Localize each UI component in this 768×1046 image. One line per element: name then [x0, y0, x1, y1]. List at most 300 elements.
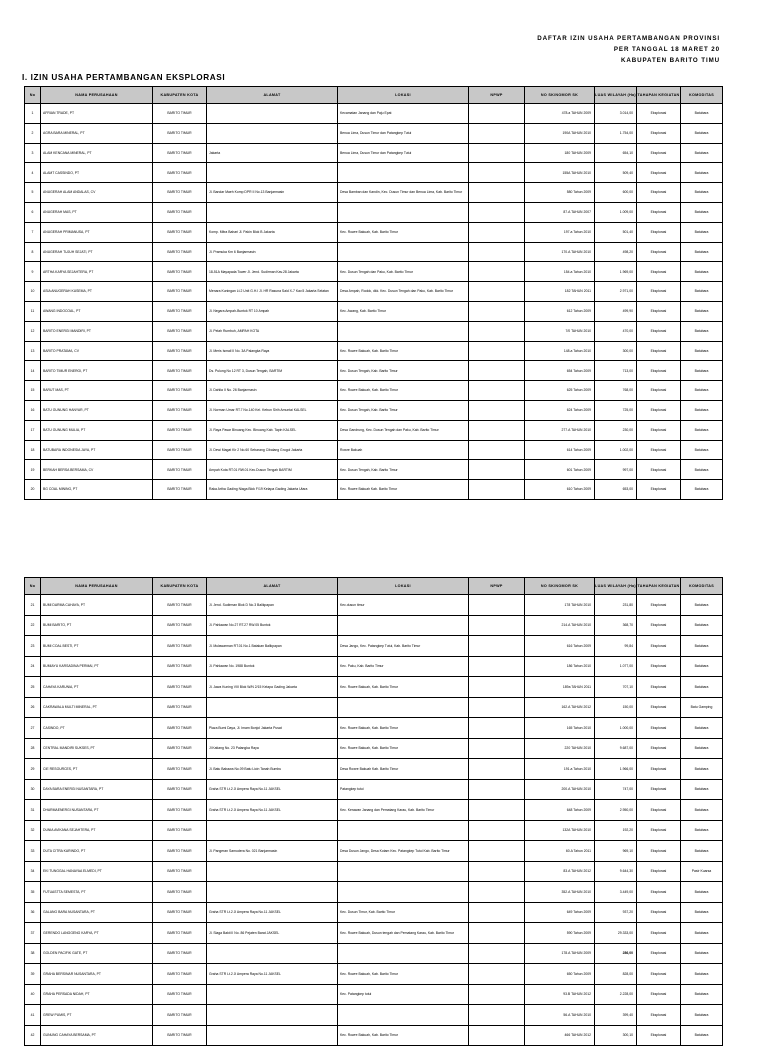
regency: BARITO TIMUR — [153, 400, 207, 420]
table-header — [25, 87, 723, 104]
commodity: Batubara — [681, 943, 723, 964]
table-row — [25, 841, 723, 862]
location — [338, 615, 469, 636]
row-number: 3 — [25, 143, 41, 163]
permit-table-1 — [24, 86, 723, 500]
address — [207, 163, 338, 183]
npwp — [469, 282, 525, 302]
commodity: Batubara — [681, 301, 723, 321]
row-number: 19 — [25, 460, 41, 480]
location — [338, 820, 469, 841]
npwp — [469, 420, 525, 440]
npwp — [469, 341, 525, 361]
address: Jl. Dewi Magat Kir 2 No.60 Sebarang Cibalang Grogol Jakarta — [207, 440, 338, 460]
company-name: BARITO ENERGI MANDIRI, PT — [41, 321, 153, 341]
address: Jl. Siaga Bakti II No. 86 Pejaten Barat JAKSEL — [207, 923, 338, 944]
company-name: GERENDO LANGGENG KARYA, PT — [41, 923, 153, 944]
regency: BARITO TIMUR — [153, 222, 207, 242]
col-regency-header: KABUPATEN KOTA — [153, 578, 207, 595]
row-number: 2 — [25, 123, 41, 143]
address: Jl. Meris Ismail II No. 3A Palangka Raya — [207, 341, 338, 361]
regency: BARITO TIMUR — [153, 738, 207, 759]
area: 300,10 — [595, 1025, 637, 1046]
location: Kec. Patangkep tutui — [338, 984, 469, 1005]
table-row — [25, 400, 723, 420]
npwp — [469, 1025, 525, 1046]
location: Desa Dusun Jango, Desa Kotam Kec. Patangkep Tutui Kab. Barito Timur — [338, 841, 469, 862]
col-location-header: LOKASI — [338, 87, 469, 104]
table-row — [25, 183, 723, 203]
document-header — [537, 33, 720, 66]
location: Rowre Bakuah — [338, 440, 469, 460]
company-name: GRAHA BERSINAR NUSANTARA, PT — [41, 964, 153, 985]
commodity: Batubara — [681, 282, 723, 302]
regency: BARITO TIMUR — [153, 1005, 207, 1026]
company-name: CAHAYA KARUNIA, PT — [41, 677, 153, 698]
table-row — [25, 321, 723, 341]
stage: Eksplorasi — [637, 361, 681, 381]
address: Jl. Negara Ampah-Buntok RT 10 Ampah — [207, 301, 338, 321]
permit-number: 83.A TAHUN 2012 — [525, 861, 595, 882]
col-address-header: ALAMAT — [207, 578, 338, 595]
address: Ds. Pulung No 12 RT 3, Dusun Tengah, BARTIM — [207, 361, 338, 381]
table-row — [25, 123, 723, 143]
company-name: BUMIAYU KARSADINA PERMAI, PT — [41, 656, 153, 677]
stage: Eksplorasi — [637, 123, 681, 143]
table-row — [25, 636, 723, 657]
address — [207, 984, 338, 1005]
regency: BARITO TIMUR — [153, 341, 207, 361]
npwp — [469, 460, 525, 480]
commodity: Batubara — [681, 902, 723, 923]
col-stage-header: TAHAPAN KEGIATAN — [637, 87, 681, 104]
company-name: GUNUNG CAHAYA BERSAMA, PT — [41, 1025, 153, 1046]
company-name: BUMI DARMA CAHAYA, PT — [41, 595, 153, 616]
area: 997,00 — [595, 460, 637, 480]
company-name: CIE RESOURCES, PT — [41, 759, 153, 780]
location — [338, 321, 469, 341]
company-name: CAKRAWALA MULTI MINERAL, PT — [41, 697, 153, 718]
company-name: BARITO TIMUR ENERGI, PT — [41, 361, 153, 381]
stage: Eksplorasi — [637, 400, 681, 420]
permit-number: 654 Tahun 2009 — [525, 361, 595, 381]
row-number: 6 — [25, 202, 41, 222]
permit-number: 60.A Tahun 2011 — [525, 841, 595, 862]
address: Menara Kuningan Lt.2 Unit G.H.I Jl. HR Rasuna Said X-7 Kav.5 Jakarta Selatan — [207, 282, 338, 302]
permit-number: 466 TAHUN 2012 — [525, 1025, 595, 1046]
table-row — [25, 697, 723, 718]
npwp — [469, 242, 525, 262]
stage: Eksplorasi — [637, 759, 681, 780]
row-number: 40 — [25, 984, 41, 1005]
company-name: DAYA BARA ENERGI NUSANTARA, PT — [41, 779, 153, 800]
row-number: 36 — [25, 902, 41, 923]
company-name: CENTRAL MANDIRI SUKSES, PT — [41, 738, 153, 759]
table-row — [25, 222, 723, 242]
permit-number: 148.a Tahun 2010 — [525, 341, 595, 361]
row-number: 38 — [25, 943, 41, 964]
company-name: ANUGERAH TUJUH SEJATI, PT — [41, 242, 153, 262]
col-commodity-header: KOMODITAS — [681, 87, 723, 104]
address: Graha STR Lt.2 Jl Ampera Raya No.11 JAKSEL — [207, 964, 338, 985]
regency: BARITO TIMUR — [153, 861, 207, 882]
address: Jl. Jawa Kuning VIII Blok W/N 2/15 Kelapa Gading Jakarta — [207, 677, 338, 698]
area: 654,10 — [595, 143, 637, 163]
table-row — [25, 460, 723, 480]
commodity: Batubara — [681, 262, 723, 282]
stage: Eksplorasi — [637, 242, 681, 262]
address: Jakarta — [207, 143, 338, 163]
area: 99,84 — [595, 636, 637, 657]
regency: BARITO TIMUR — [153, 964, 207, 985]
address — [207, 123, 338, 143]
area: 3.014,00 — [595, 104, 637, 124]
commodity: Batubara — [681, 104, 723, 124]
row-number: 24 — [25, 656, 41, 677]
commodity: Batubara — [681, 595, 723, 616]
permit-number: 478.a TAHUN 2009 — [525, 104, 595, 124]
commodity: Batubara — [681, 1025, 723, 1046]
npwp — [469, 400, 525, 420]
permit-table-2 — [24, 577, 723, 1046]
location — [338, 242, 469, 262]
row-number: 23 — [25, 636, 41, 657]
company-name: BARITO PRATAMA, CV — [41, 341, 153, 361]
area: 1.969,00 — [595, 262, 637, 282]
row-number: 25 — [25, 677, 41, 698]
stage: Eksplorasi — [637, 341, 681, 361]
stage: Eksplorasi — [637, 718, 681, 739]
location: Desa Bamban dan Kandin, Kec. Dusun Timur dan Benua Lima, Kab. Barito Timur — [338, 183, 469, 203]
regency: BARITO TIMUR — [153, 104, 207, 124]
permit-number: 650 Tahun 2009 — [525, 964, 595, 985]
address: Jl. Mulawarman RT.01 No.1 Batakan Balikpapan — [207, 636, 338, 657]
npwp — [469, 143, 525, 163]
area: 1.002,00 — [595, 440, 637, 460]
col-no-header: No — [25, 87, 41, 104]
permit-number: 616 Tahun 2009 — [525, 636, 595, 657]
permit-number: 590 Tahun 2009 — [525, 923, 595, 944]
commodity: Batubara — [681, 400, 723, 420]
stage: Eksplorasi — [637, 923, 681, 944]
row-number: 17 — [25, 420, 41, 440]
permit-number: 87.A TAHUN 2007 — [525, 202, 595, 222]
address: Ampah Kota RT.01 RW.01 Kec.Dusun Tengah BARTIM — [207, 460, 338, 480]
table-row — [25, 943, 723, 964]
address: Raka Artha Gading Niaga Blok F/19 Kelapa Gading Jakarta Utara — [207, 480, 338, 500]
row-number: 28 — [25, 738, 41, 759]
location: Kec. Rowre Bakuah, Kab. Barito Timur — [338, 341, 469, 361]
address — [207, 697, 338, 718]
permit-number: 610 Tahun 2009 — [525, 480, 595, 500]
area: 9.687,00 — [595, 738, 637, 759]
regency: BARITO TIMUR — [153, 984, 207, 1005]
regency: BARITO TIMUR — [153, 718, 207, 739]
commodity: Batubara — [681, 183, 723, 203]
permit-number: 182 TAHUN 2011 — [525, 282, 595, 302]
regency: BARITO TIMUR — [153, 301, 207, 321]
location: Kec.dusun timur — [338, 595, 469, 616]
stage: Eksplorasi — [637, 104, 681, 124]
npwp — [469, 361, 525, 381]
location: Kec. Rowre Bakuah, Dusun tengah dan Pematang Karau, Kab. Barito Timur — [338, 923, 469, 944]
row-number: 21 — [25, 595, 41, 616]
col-no-header: No — [25, 578, 41, 595]
commodity: Batubara — [681, 242, 723, 262]
permit-number: 7/0 TAHUN 2010 — [525, 321, 595, 341]
row-number: 20 — [25, 480, 41, 500]
location: Kec. Rowre Bakuah, Kab. Barito Timur — [338, 718, 469, 739]
commodity: Batubara — [681, 480, 723, 500]
regency: BARITO TIMUR — [153, 361, 207, 381]
permit-number: 625 Tahun 2009 — [525, 381, 595, 401]
regency: BARITO TIMUR — [153, 202, 207, 222]
stage: Eksplorasi — [637, 381, 681, 401]
row-number: 41 — [25, 1005, 41, 1026]
company-name: BUMI COAL BESTI, PT — [41, 636, 153, 657]
npwp — [469, 595, 525, 616]
col-sk-header: NO SK/NOMOR SK — [525, 578, 595, 595]
area: 498,20 — [595, 242, 637, 262]
location: Kec. Dusun Tengah dan Paku, Kab. Barito Timur — [338, 262, 469, 282]
regency: BARITO TIMUR — [153, 923, 207, 944]
stage: Eksplorasi — [637, 882, 681, 903]
address: Graha STR Lt.2 Jl Ampera Raya No.11 JAKSEL — [207, 800, 338, 821]
regency: BARITO TIMUR — [153, 262, 207, 282]
location: Kec. Awang, Kab. Barito Timur — [338, 301, 469, 321]
regency: BARITO TIMUR — [153, 123, 207, 143]
address: Jl. Pahlawan No. 1988 Buntok — [207, 656, 338, 677]
row-number: 12 — [25, 321, 41, 341]
commodity: Batubara — [681, 984, 723, 1005]
address — [207, 1005, 338, 1026]
commodity: Batubara — [681, 759, 723, 780]
area: 1.966,00 — [595, 759, 637, 780]
row-number: 15 — [25, 381, 41, 401]
permit-number: 649 Tahun 2009 — [525, 902, 595, 923]
table-row — [25, 202, 723, 222]
permit-number: 352.A TAHUN 2010 — [525, 882, 595, 903]
row-number: 10 — [25, 282, 41, 302]
address: Jl. Pahlawan No.27 RT.27 RW.05 Buntok — [207, 615, 338, 636]
permit-number: 190A TAHUN 2010 — [525, 123, 595, 143]
location: Kec. Rowre Bakuah, Kab. Barito Timur — [338, 1025, 469, 1046]
table-row — [25, 964, 723, 985]
npwp — [469, 636, 525, 657]
permit-number: 200.A TAHUN 2010 — [525, 779, 595, 800]
npwp — [469, 841, 525, 862]
col-npwp-header: NPWP — [469, 87, 525, 104]
table-row — [25, 301, 723, 321]
npwp — [469, 923, 525, 944]
npwp — [469, 104, 525, 124]
npwp — [469, 943, 525, 964]
stage: Eksplorasi — [637, 163, 681, 183]
table-row — [25, 861, 723, 882]
company-name: BUMI BARITO, PT — [41, 615, 153, 636]
npwp — [469, 779, 525, 800]
col-location-header: LOKASI — [338, 578, 469, 595]
stage: Eksplorasi — [637, 636, 681, 657]
row-number: 33 — [25, 841, 41, 862]
commodity: Batubara — [681, 923, 723, 944]
table-row — [25, 738, 723, 759]
location: Kec. Rowre Bakuah, Kab. Barito Timur — [338, 738, 469, 759]
address: Jl. Bandar Maeh Komp DPR II No.13 Banjarmasin — [207, 183, 338, 203]
address — [207, 202, 338, 222]
stage: Eksplorasi — [637, 902, 681, 923]
regency: BARITO TIMUR — [153, 656, 207, 677]
commodity: Batubara — [681, 341, 723, 361]
npwp — [469, 163, 525, 183]
header-row — [25, 87, 723, 104]
address: Graha STR Lt.2 Jl Ampera Raya No.11 JAKSEL — [207, 779, 338, 800]
commodity: Batubara — [681, 800, 723, 821]
regency: BARITO TIMUR — [153, 440, 207, 460]
regency: BARITO TIMUR — [153, 143, 207, 163]
area: 2.971,00 — [595, 282, 637, 302]
row-number: 1 — [25, 104, 41, 124]
company-name: ASIA ANUGERAH KUSEMA, PT — [41, 282, 153, 302]
commodity: Batubara — [681, 615, 723, 636]
permit-number: 612 Tahun 2009 — [525, 301, 595, 321]
location: Kec. Dusun Tengah, Kab. Barito Timur — [338, 400, 469, 420]
permit-number: 197.a Tahun 2010 — [525, 222, 595, 242]
location: Kec. Kerawan Janang dan Pematang Karau, Kab. Barito Timur — [338, 800, 469, 821]
area: 501,40 — [595, 222, 637, 242]
permit-number: 93.B TAHUN 2012 — [525, 984, 595, 1005]
table-row — [25, 882, 723, 903]
npwp — [469, 820, 525, 841]
company-name: DUNIA AVIKANA SEJAHTERA, PT — [41, 820, 153, 841]
row-number: 34 — [25, 861, 41, 882]
company-name: ARTHA KARYA SEJAHTERA, PT — [41, 262, 153, 282]
regency: BARITO TIMUR — [153, 820, 207, 841]
table-row — [25, 1005, 723, 1026]
row-number: 31 — [25, 800, 41, 821]
company-name: AWANG INDOCOAL, PT — [41, 301, 153, 321]
commodity: Batubara — [681, 222, 723, 242]
address: Jl. Dahlia II No. 26 Banjarmasin — [207, 381, 338, 401]
area: 470,00 — [595, 321, 637, 341]
company-name: ALAM KENCANA MINERAL, PT — [41, 143, 153, 163]
address: Jl. Pangeran Samudera No. 021 Banjarmasin — [207, 841, 338, 862]
permit-number: 601 Tahun 2009 — [525, 460, 595, 480]
regency: BARITO TIMUR — [153, 697, 207, 718]
commodity: Batubara — [681, 738, 723, 759]
address: Jl. Pelah Rumbuh, AMPAH KOTA — [207, 321, 338, 341]
stage: Eksplorasi — [637, 1025, 681, 1046]
col-company-header: NAMA PERUSAHAAN — [41, 87, 153, 104]
row-number: 13 — [25, 341, 41, 361]
stage: Eksplorasi — [637, 677, 681, 698]
area: 828,00 — [595, 964, 637, 985]
npwp — [469, 882, 525, 903]
permit-number: 162.A TAHUN 2012 — [525, 697, 595, 718]
permit-number: 165 Tahun 2010 — [525, 718, 595, 739]
commodity: Batubara — [681, 841, 723, 862]
area: 2.950,00 — [595, 800, 637, 821]
commodity: Pasir Kuarsa — [681, 861, 723, 882]
table-row — [25, 163, 723, 183]
stage: Eksplorasi — [637, 738, 681, 759]
location: Kec. Rowre Bakuah, Kab. Barito Timur — [338, 381, 469, 401]
area: 768,00 — [595, 381, 637, 401]
company-name: FUTUASTTA SEMESTA, PT — [41, 882, 153, 903]
npwp — [469, 964, 525, 985]
col-npwp-header: NPWP — [469, 578, 525, 595]
company-name: GRAHA PERSADA NIDAH, PT — [41, 984, 153, 1005]
col-commodity-header: KOMODITAS — [681, 578, 723, 595]
npwp — [469, 738, 525, 759]
row-number: 42 — [25, 1025, 41, 1046]
commodity: Batubara — [681, 718, 723, 739]
commodity: Batubara — [681, 143, 723, 163]
area: 707,10 — [595, 677, 637, 698]
company-name: DHARMAENERGI NUSANTARA, PT — [41, 800, 153, 821]
col-regency-header: KABUPATEN KOTA — [153, 87, 207, 104]
stage: Eksplorasi — [637, 1005, 681, 1026]
stage: Eksplorasi — [637, 964, 681, 985]
table-row — [25, 242, 723, 262]
stage: Eksplorasi — [637, 984, 681, 1005]
permit-number: 214.A TAHUN 2010 — [525, 615, 595, 636]
col-address-header: ALAMAT — [207, 87, 338, 104]
table-row — [25, 282, 723, 302]
area: 499,90 — [595, 301, 637, 321]
commodity: Batubara — [681, 779, 723, 800]
address — [207, 1025, 338, 1046]
company-name: AFRIAN TRADE, PT — [41, 104, 153, 124]
npwp — [469, 123, 525, 143]
regency: BARITO TIMUR — [153, 615, 207, 636]
npwp — [469, 381, 525, 401]
area: 937,20 — [595, 902, 637, 923]
permit-number: 56.A TAHUN 2010 — [525, 1005, 595, 1026]
permit-number: 178 TAHUN 2010 — [525, 595, 595, 616]
company-name: BG COAL MINING, PT — [41, 480, 153, 500]
area: 2.228,00 — [595, 984, 637, 1005]
location: Kec. Rowre Bakuah, Kab. Barito Timur — [338, 677, 469, 698]
location — [338, 697, 469, 718]
npwp — [469, 800, 525, 821]
regency: BARITO TIMUR — [153, 183, 207, 203]
location: Kecamatan Janang dan Paju Epat — [338, 104, 469, 124]
table-row — [25, 902, 723, 923]
regency: BARITO TIMUR — [153, 595, 207, 616]
stage: Eksplorasi — [637, 615, 681, 636]
company-name: CASINDO, PT — [41, 718, 153, 739]
table-row — [25, 104, 723, 124]
address — [207, 820, 338, 841]
location: Kec. Rowre Bakuah, Kab. Barito Timur — [338, 222, 469, 242]
row-number: 27 — [25, 718, 41, 739]
regency: BARITO TIMUR — [153, 882, 207, 903]
regency: BARITO TIMUR — [153, 480, 207, 500]
row-number: 30 — [25, 779, 41, 800]
permit-number: 580 Tahun 2009 — [525, 183, 595, 203]
area: 1.754,00 — [595, 123, 637, 143]
location: Kec. Dusun Tengah, Kab. Barito Timur — [338, 460, 469, 480]
stage: Eksplorasi — [637, 440, 681, 460]
row-number: 32 — [25, 820, 41, 841]
company-name: ANUGERAH MAS, PT — [41, 202, 153, 222]
stage: Eksplorasi — [637, 800, 681, 821]
npwp — [469, 656, 525, 677]
address: Jl. Batu Babawa No.09 Batu Licin Tanah Bumbu — [207, 759, 338, 780]
company-name: EKI TUNGGAL HANAYAA ELMEDI, PT — [41, 861, 153, 882]
regency: BARITO TIMUR — [153, 800, 207, 821]
